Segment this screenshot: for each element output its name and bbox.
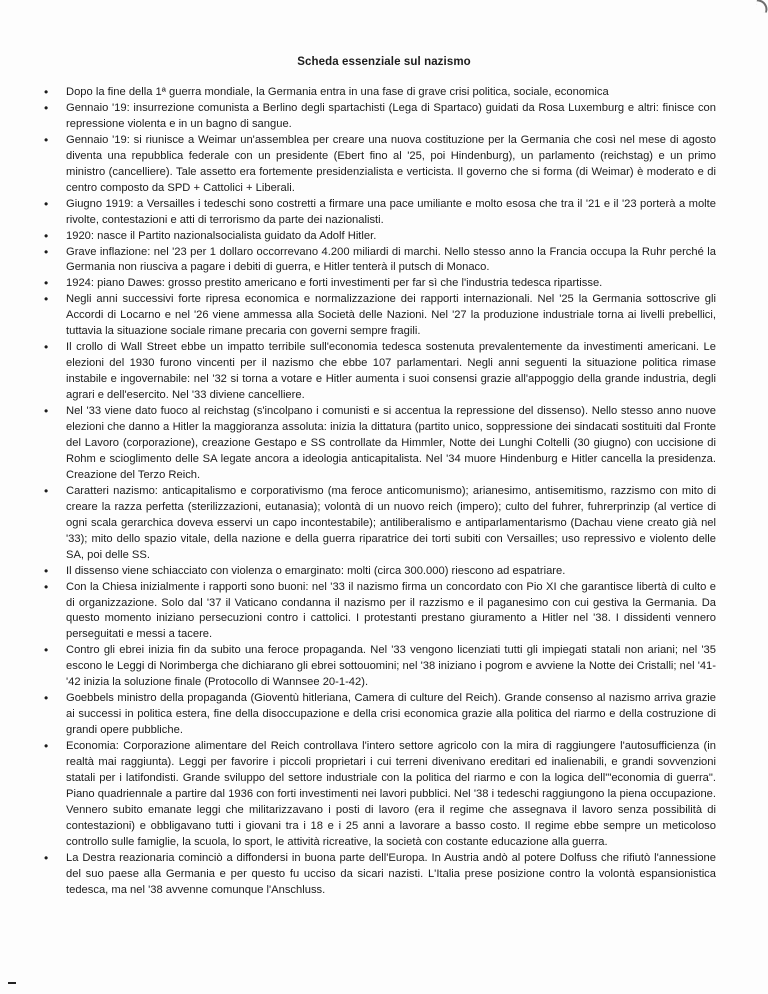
scan-corner-mark xyxy=(755,0,768,13)
bullet-list xyxy=(66,85,716,899)
list-item: • Dopo la fine della 1ª guerra mondiale, la Germania entra in una fase di grave crisi politica, sociale, economica xyxy=(66,85,716,101)
list-item: • Nel '33 viene dato fuoco al reichstag (s'incolpano i comunisti e si accentua la repressione del dissenso). Nello stesso anno nuove elezioni che danno a Hitler la maggioranza assoluta: inizia la dittatura (partito unico, soppressione dei sindacati sostituiti dal Fronte del Lavoro (corporazione), creazione Gestapo e SS controllate da Himmler, Notte dei Lunghi Coltelli (30 giugno) con uccisione di Rohm e scioglimento delle SA legate ancora a ideologia anticapitalista. Nel '34 muore Hindenburg e Hitler cancella la presidenza. Creazione del Terzo Reich. xyxy=(66,404,716,484)
page-title: Scheda essenziale sul nazismo xyxy=(297,56,471,68)
list-item: • Gennaio '19: si riunisce a Weimar un'assemblea per creare una nuova costituzione per la Germania che così nel mese di agosto diventa una repubblica federale con un presidente (Ebert fino al '25, poi Hindenburg), un parlamento (reichstag) e un primo ministro (cancelliere). Tale assetto era fortemente presidenzialista e verticista. Il governo che si forma (di Weimar) è moderato e di centro composto da SPD + Cattolici + Liberali. xyxy=(66,133,716,197)
list-item: • Caratteri nazismo: anticapitalismo e corporativismo (ma feroce anticomunismo); arianesimo, antisemitismo, razzismo con mito di creare la razza perfetta (sterilizzazioni, eutanasia); volontà di un nuovo reich (impero); culto del fuhrer, fuhrerprinzip (al vertice di ogni scala gerarchica doveva esservi un capo incontestabile); antiliberalismo e antiparlamentarismo (Dachau viene creato già nel '33); mito dello spazio vitale, della nazione e della guerra riparatrice dei torti subiti con Versailles; uso repressivo e violento delle SA, poi delle SS. xyxy=(66,484,716,564)
list-item: • Il dissenso viene schiacciato con violenza o emarginato: molti (circa 300.000) riescono ad espatriare. xyxy=(66,564,716,580)
list-item: • Gennaio '19: insurrezione comunista a Berlino degli spartachisti (Lega di Spartaco) guidati da Rosa Luxemburg e altri: finisce con repressione violenta e in un bagno di sangue. xyxy=(66,101,716,133)
list-item: • Economia: Corporazione alimentare del Reich controllava l'intero settore agricolo con la mira di raggiungere l'autosufficienza (in realtà mai raggiunta). Leggi per favorire i piccoli proprietari i cui terreni divenivano ereditari ed inalienabili, e grandi sovvenzioni statali per i latifondisti. Grande sviluppo del settore industriale con la politica del riarmo e con la logica dell'"economia di guerra". Piano quadriennale a partire dal 1936 con forti investimenti nei lavori pubblici. Nel '38 i tedeschi raggiungono la piena occupazione. Vennero subito emanate leggi che militarizzavano i posti di lavoro (era il regime che assegnava il lavoro senza possibilità di contestazioni) e obbligavano tutti i giovani tra i 18 e i 25 anni a lavorare a basso costo. Il regime ebbe sempre un meticoloso controllo sulle famiglie, la scuola, lo sport, le attività ricreative, la società con costante educazione alla guerra. xyxy=(66,739,716,851)
list-item: • Negli anni successivi forte ripresa economica e normalizzazione dei rapporti internazionali. Nel '25 la Germania sottoscrive gli Accordi di Locarno e nel '26 viene ammessa alla Società delle Nazioni. Nel '27 la produzione industriale torna ai livelli prebellici, tuttavia la situazione sociale rimane precaria con governi sempre fragili. xyxy=(66,292,716,340)
list-item: • Grave inflazione: nel '23 per 1 dollaro occorrevano 4.200 miliardi di marchi. Nello stesso anno la Francia occupa la Ruhr perché la Germania non riusciva a pagare i debiti di guerra, e Hitler tenterà il putsch di Monaco. xyxy=(66,245,716,277)
list-item: • 1924: piano Dawes: grosso prestito americano e forti investimenti per far sì che l'industria tedesca ripartisse. xyxy=(66,276,716,292)
list-item: • Il crollo di Wall Street ebbe un impatto terribile sull'economia tedesca sostenuta prevalentemente da investimenti americani. Le elezioni del 1930 furono vincenti per il nazismo che ebbe 107 parlamentari. Negli anni seguenti la situazione politica rimase instabile e ingovernabile: nel '32 si torna a votare e Hitler aumenta i suoi consensi grazie all'appoggio della grande industria, degli agrari e dell'esercito. Nel '33 diviene cancelliere. xyxy=(66,340,716,404)
list-item: • Giugno 1919: a Versailles i tedeschi sono costretti a firmare una pace umiliante e molto esosa che tra il '21 e il '23 porterà a molte rivolte, contestazioni e atti di terrorismo da parte dei nazionalisti. xyxy=(66,197,716,229)
list-item: • Con la Chiesa inizialmente i rapporti sono buoni: nel '33 il nazismo firma un concordato con Pio XI che garantisce libertà di culto e di organizzazione. Solo dal '37 il Vaticano condanna il nazismo per il razzismo e il paganesimo con cui gestiva la Germania. Da questo momento iniziano persecuzioni contro i cattolici. I protestanti prestano giuramento a Hitler nel '38. I dissidenti vennero perseguitati e messi a tacere. xyxy=(66,580,716,644)
list-item: • Goebbels ministro della propaganda (Gioventù hitleriana, Camera di culture del Reich). Grande consenso al nazismo arriva grazie ai successi in politica estera, fine della disoccupazione e della crisi economica grazie alla politica del riarmo e della costruzione di grandi opere pubbliche. xyxy=(66,691,716,739)
list-item: • 1920: nasce il Partito nazionalsocialista guidato da Adolf Hitler. xyxy=(66,229,716,245)
list-item: • Contro gli ebrei inizia fin da subito una feroce propaganda. Nel '33 vengono licenziati tutti gli impiegati statali non ariani; nel '35 escono le Leggi di Norimberga che dichiarano gli ebrei sottouomini; nel '38 iniziano i pogrom e avviene la Notte dei Cristalli; nel '41-'42 inizia la soluzione finale (Protocollo di Wannsee 20-1-42). xyxy=(66,643,716,691)
list-item: • La Destra reazionaria cominciò a diffondersi in buona parte dell'Europa. In Austria andò al potere Dolfuss che rifiutò l'annessione del suo paese alla Germania e per questo fu ucciso da sicari nazisti. L'Italia prese posizione contro la volontà espansionistica tedesca, ma nel '38 avvenne comunque l'Anschluss. xyxy=(66,851,716,899)
scan-foot-mark xyxy=(8,982,16,984)
